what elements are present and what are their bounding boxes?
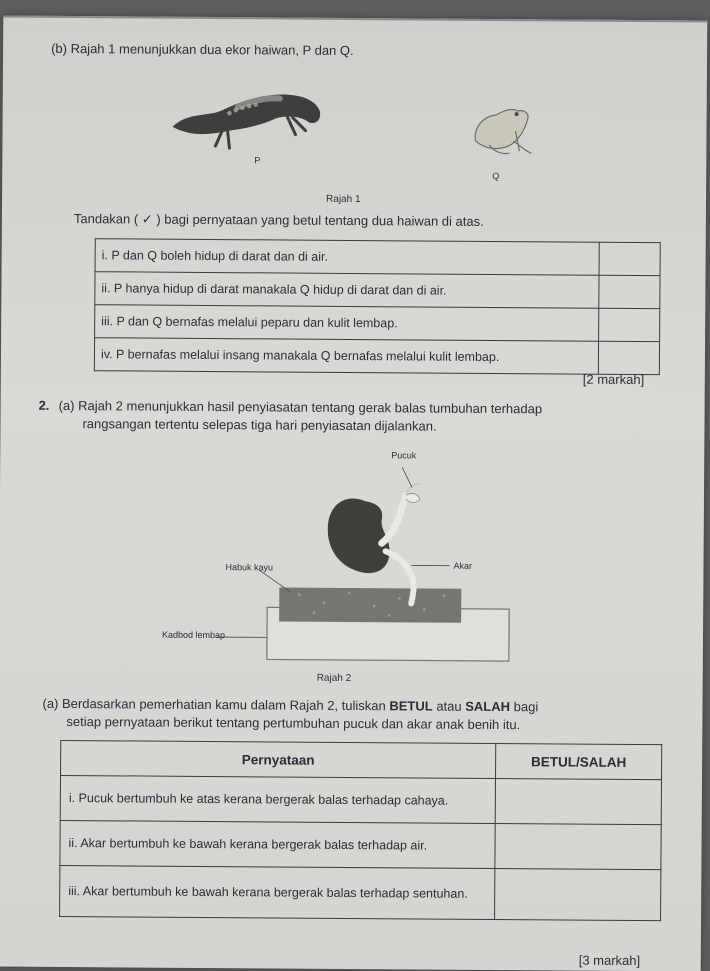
table-header-row xyxy=(61,740,662,779)
answer-cell[interactable] xyxy=(495,779,661,825)
salah-word: SALAH xyxy=(465,699,510,714)
header-pernyataan: Pernyataan xyxy=(61,740,496,778)
q2-marks: [3 markah] xyxy=(579,953,641,968)
tick-box[interactable] xyxy=(599,275,660,308)
figure-1-caption: Rajah 1 xyxy=(326,194,361,205)
answer-cell[interactable] xyxy=(495,869,661,921)
worksheet-page xyxy=(0,16,707,971)
table-row xyxy=(60,820,661,869)
tick-box[interactable] xyxy=(598,341,659,374)
q2-table xyxy=(59,740,662,921)
statement-cell: iii. P dan Q bernafas melalui peparu dan kulit lembap. xyxy=(95,305,599,342)
q2-task-line1 xyxy=(42,696,538,714)
q2-task-line2: setiap pernyataan berikut tentang pertumbuhan pucuk dan akar anak benih itu. xyxy=(66,714,520,732)
q2-intro-line2: rangsangan tertentu selepas tiga hari penyiasatan dijalankan. xyxy=(82,416,436,433)
label-pucuk: Pucuk xyxy=(391,450,416,460)
seed xyxy=(327,498,390,573)
header-betul-salah: BETUL/SALAH xyxy=(496,744,662,780)
q1b-marks: [2 markah] xyxy=(583,372,645,387)
label-akar: Akar xyxy=(453,561,472,571)
animal-q-label: Q xyxy=(492,171,499,181)
bagi-word: bagi xyxy=(514,699,539,714)
page-edge xyxy=(3,16,707,23)
table-row xyxy=(95,272,660,309)
statement-cell: iv. P bernafas melalui insang manakala Q bernafas melalui kulit lembap. xyxy=(94,338,598,375)
q2-intro-line1: (a) Rajah 2 menunjukkan hasil penyiasatan tentang gerak balas tumbuhan terhadap xyxy=(59,398,543,416)
table-row xyxy=(94,338,659,375)
table-row xyxy=(60,865,661,920)
table-row xyxy=(95,239,660,276)
q1b-intro: (b) Rajah 1 menunjukkan dua ekor haiwan, P dan Q. xyxy=(51,41,354,58)
q1b-instruction: Tandakan ( ✓ ) bagi pernyataan yang betul tentang dua haiwan di atas. xyxy=(74,211,484,230)
figure-2-caption: Rajah 2 xyxy=(317,673,352,684)
label-habuk-kayu: Habuk kayu xyxy=(225,562,273,572)
betul-word: BETUL xyxy=(389,698,432,713)
tick-box[interactable] xyxy=(599,242,660,275)
answer-cell[interactable] xyxy=(495,824,661,870)
sawdust-layer xyxy=(279,587,461,622)
animal-q-illustration xyxy=(467,101,539,164)
table-row xyxy=(95,305,660,342)
q1b-table xyxy=(94,238,661,375)
animal-p-label: P xyxy=(254,155,260,165)
statement-cell: i. P dan Q boleh hidup di darat dan di air. xyxy=(95,239,599,276)
animal-p-illustration xyxy=(167,72,328,158)
atau-word: atau xyxy=(436,699,461,714)
statement-cell: iii. Akar bertumbuh ke bawah kerana bergerak balas terhadap sentuhan. xyxy=(60,865,495,919)
q2-number: 2. xyxy=(39,398,50,413)
task-text: (a) Berdasarkan pemerhatian kamu dalam Rajah 2, tuliskan xyxy=(42,696,385,713)
statement-cell: i. Pucuk bertumbuh ke atas kerana bergerak balas terhadap cahaya. xyxy=(60,775,495,823)
statement-cell: ii. P hanya hidup di darat manakala Q hidup di darat dan di air. xyxy=(95,272,599,309)
shoot xyxy=(382,495,406,543)
label-kadbod-lembap: Kadbod lembap xyxy=(162,630,225,640)
table-row xyxy=(60,775,661,824)
statement-cell: ii. Akar bertumbuh ke bawah kerana bergerak balas terhadap air. xyxy=(60,820,495,868)
tick-box[interactable] xyxy=(599,308,660,341)
